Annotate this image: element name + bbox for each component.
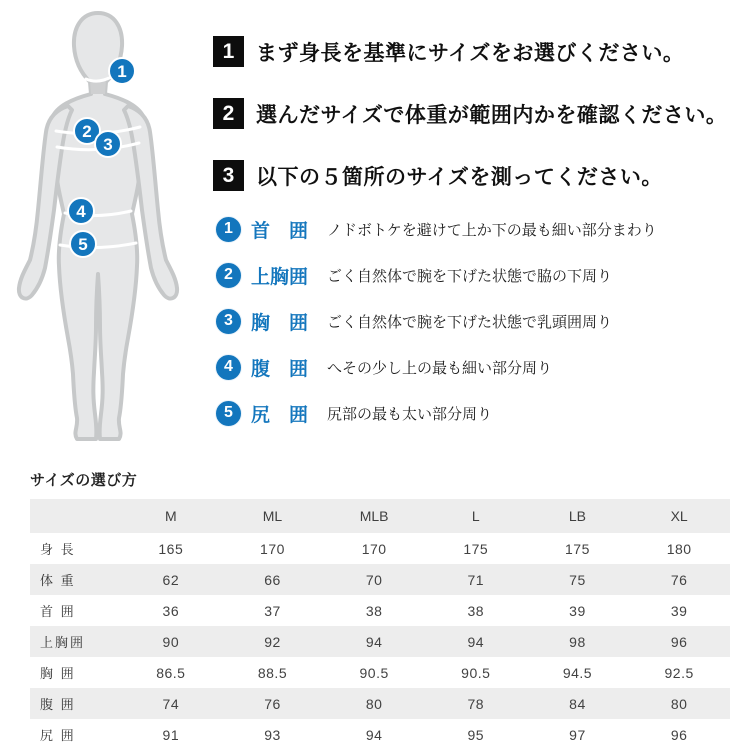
column-header-mlb: MLB [323,499,425,533]
cell-value: 96 [670,726,688,743]
cell-value: 180 [666,540,692,557]
measurement-item-upper-chest [215,260,750,290]
measurement-3-desc: ごく自然体で腕を下げた状態で乳頭囲周り [327,313,613,331]
cell-value: 91 [162,726,180,743]
table-row-height [30,533,730,564]
table-row-neck [30,595,730,626]
cell-value: 94.5 [562,664,593,681]
cell-value: 38 [365,602,383,619]
marker-3-number: 3 [103,135,113,154]
step-3-text: 以下の５箇所のサイズを測ってください。 [256,165,663,189]
cell-value: 94 [365,726,383,743]
measurement-1-desc: ノドボトケを避けて上か下の最も細い部分まわり [327,221,657,239]
cell-value: 76 [222,688,324,719]
marker-5-number: 5 [78,235,88,254]
cell-value: 38 [467,602,485,619]
measurement-item-waist [215,352,750,382]
cell-value: 96 [628,626,730,657]
row-label: 胸 囲 [40,666,76,681]
cell-value: 80 [628,688,730,719]
measurement-4-label: 腹 囲 [251,358,309,380]
cell-value: 88.5 [257,664,288,681]
cell-value: 90 [120,626,222,657]
cell-value: 95 [467,726,485,743]
measurement-5-desc: 尻部の最も太い部分周り [327,405,493,423]
measurement-2-desc: ごく自然体で腕を下げた状態で脇の下周り [327,267,613,285]
table-row-upper-chest [30,626,730,657]
table-row-weight [30,564,730,595]
row-label: 身 長 [40,542,76,557]
marker-1-number: 1 [117,62,127,81]
measurement-2-badge: 2 [215,262,242,289]
row-label: 体 重 [30,564,120,595]
measurement-item-chest [215,306,750,336]
row-label: 尻 囲 [40,728,76,743]
step-1-text: まず身長を基準にサイズをお選びください。 [256,41,685,65]
measurement-1-label: 首 囲 [251,220,309,242]
step-1-badge: 1 [213,36,244,67]
cell-value: 37 [264,602,281,619]
measurement-1-badge: 1 [215,216,242,243]
column-header-m: M [120,499,222,533]
row-label: 上胸囲 [30,626,120,657]
cell-value: 90.5 [359,664,389,681]
cell-value: 175 [565,540,590,557]
cell-value: 86.5 [156,664,186,681]
cell-value: 93 [264,726,281,743]
cell-value: 92 [222,626,324,657]
cell-value: 84 [527,688,629,719]
cell-value: 78 [425,688,527,719]
cell-value: 170 [260,540,285,557]
marker-4-number: 4 [76,202,86,221]
cell-value: 39 [569,602,586,619]
cell-value: 66 [222,564,324,595]
cell-value: 92.5 [664,664,694,681]
cell-value: 97 [569,726,586,743]
column-header-ml: ML [222,499,324,533]
step-list [213,36,750,222]
marker-2-number: 2 [82,122,92,141]
step-2 [213,98,750,129]
size-table-title: サイズの選び方 [30,472,138,489]
size-table-header-row [30,499,730,533]
cell-value: 80 [323,688,425,719]
step-2-badge: 2 [213,98,244,129]
cell-value: 62 [120,564,222,595]
size-table-corner [30,499,120,533]
size-table [30,499,730,750]
cell-value: 71 [425,564,527,595]
column-header-xl: XL [628,499,730,533]
step-3 [213,160,750,191]
size-table-section [30,469,730,750]
measurement-item-hip [215,398,750,428]
table-row-hip [30,719,730,750]
cell-value: 39 [670,602,688,619]
column-header-l: L [425,499,527,533]
cell-value: 165 [158,540,184,557]
cell-value: 94 [425,626,527,657]
step-1 [213,36,750,67]
cell-value: 94 [323,626,425,657]
row-label: 首 囲 [40,604,76,619]
cell-value: 76 [628,564,730,595]
step-2-text: 選んだサイズで体重が範囲内かを確認ください。 [256,103,728,127]
cell-value: 74 [120,688,222,719]
cell-value: 170 [361,540,387,557]
body-diagram [0,0,210,460]
step-3-badge: 3 [213,160,244,191]
measurement-3-label: 胸 囲 [251,312,309,334]
cell-value: 175 [463,540,489,557]
table-row-waist [30,688,730,719]
measurement-5-badge: 5 [215,400,242,427]
measurement-2-label: 上胸囲 [251,266,309,288]
row-label: 腹 囲 [30,688,120,719]
measurement-4-badge: 4 [215,354,242,381]
measurement-list [215,214,750,444]
measurement-3-badge: 3 [215,308,242,335]
body-silhouette-svg [0,0,210,460]
measurement-5-label: 尻 囲 [251,404,309,426]
table-row-chest [30,657,730,688]
cell-value: 70 [323,564,425,595]
measurement-4-desc: へその少し上の最も細い部分周り [327,359,553,377]
cell-value: 75 [527,564,629,595]
measurement-item-neck [215,214,750,244]
cell-value: 90.5 [461,664,491,681]
column-header-lb: LB [527,499,629,533]
cell-value: 98 [527,626,629,657]
cell-value: 36 [162,602,180,619]
